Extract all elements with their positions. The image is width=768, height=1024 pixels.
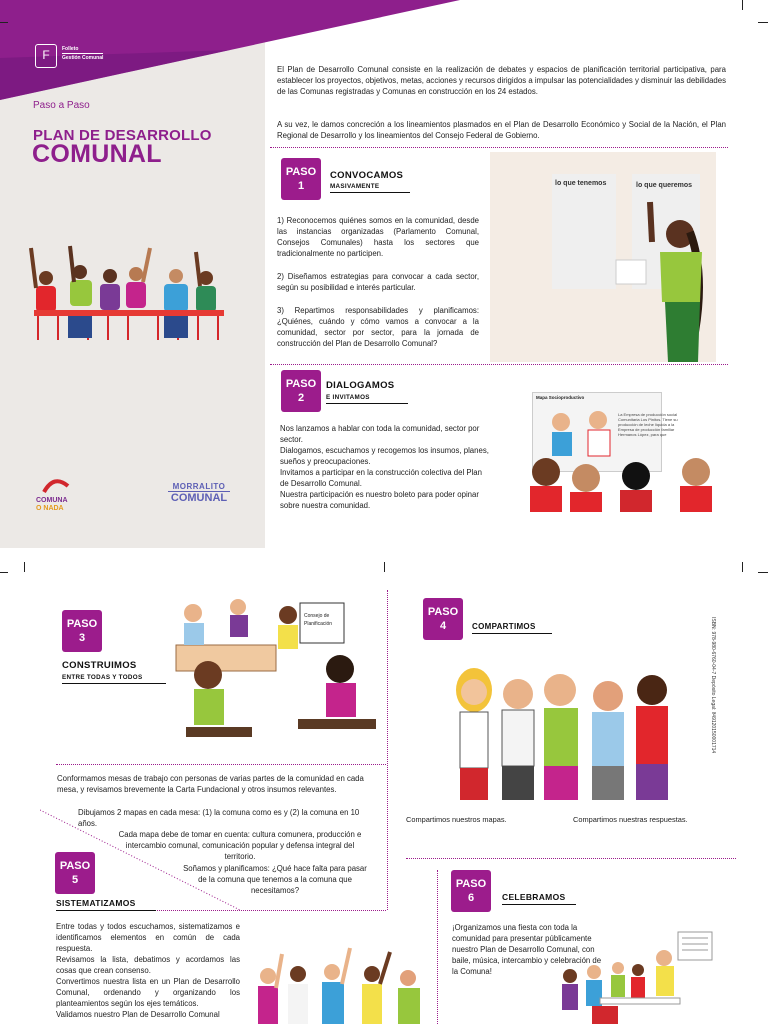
svg-text:Planificación: Planificación bbox=[304, 621, 333, 627]
board-left-label: lo que tenemos bbox=[555, 180, 607, 187]
community-meeting-illustration bbox=[28, 240, 228, 350]
paso-4-caption-right: Compartimos nuestras respuestas. bbox=[573, 815, 688, 824]
title-line2: COMUNAL bbox=[32, 140, 162, 168]
paso-3-subtitle: ENTRE TODAS Y TODOS bbox=[62, 674, 166, 684]
crop-mark bbox=[758, 22, 768, 23]
paso-label: PASO bbox=[59, 860, 91, 872]
comuna-o-nada-logo bbox=[34, 472, 80, 512]
paso-4-caption-left: Compartimos nuestros mapas. bbox=[406, 815, 507, 824]
paso-2-title: DIALOGAMOS bbox=[326, 380, 395, 391]
paso-1-title: CONVOCAMOS bbox=[330, 170, 404, 181]
map-title: Mapa Socioproductivo bbox=[536, 395, 585, 400]
isbn-text: ISBN: 978-980-6760-04-7 Depósito Legal: lf49120150001714 bbox=[710, 617, 716, 754]
paso-5-illustration bbox=[248, 944, 438, 1024]
paso-4-title: COMPARTIMOS bbox=[472, 622, 552, 634]
paso-3-illustration bbox=[168, 595, 383, 765]
paso-3-text-1: Conformamos mesas de trabajo con personas de varias partes de la comunidad en cada mesa, y revisamos brevemente la Carta Fundacional y otros insumos relevantes. bbox=[57, 774, 364, 794]
paso-1-text-1: 1) Reconocemos quiénes somos en la comunidad, desde las instancias organizadas (Parlamento Comunal, Consejos Comunales) hasta los sectores que tradicionalmente no participen. bbox=[277, 216, 479, 258]
paso-number: 1 bbox=[297, 180, 305, 192]
planning-sign: Consejo de bbox=[304, 613, 330, 619]
paso-3-title: CONSTRUIMOS bbox=[62, 660, 137, 671]
crop-mark bbox=[24, 562, 25, 572]
crop-mark bbox=[384, 562, 385, 572]
paso-6-badge bbox=[451, 870, 491, 912]
logo2-line2: COMUNAL bbox=[168, 491, 230, 504]
paso-6-title: CELEBRAMOS bbox=[502, 892, 576, 905]
dialogue-group-figures bbox=[526, 402, 724, 512]
map-note: La Empresa de producción social Comunitaria Los Pinitos. Tiene su producción de leche líquida a la Empresa de producción familiar Hermanos López, para que bbox=[618, 412, 678, 437]
paso-6-illustration bbox=[556, 928, 716, 1024]
brand-gestion: Gestión Comunal bbox=[62, 55, 104, 61]
divider bbox=[270, 147, 728, 148]
logo2-line1: MORRALITO bbox=[172, 482, 226, 491]
crop-mark bbox=[758, 572, 768, 573]
kicker: Paso a Paso bbox=[33, 100, 90, 111]
paso-1-illustration bbox=[490, 152, 716, 362]
title-line1: PLAN DE DESARROLLO bbox=[33, 127, 212, 144]
divider bbox=[270, 364, 728, 365]
paso-2-illustration bbox=[526, 392, 724, 512]
brand-label bbox=[62, 46, 103, 61]
paso-label: PASO bbox=[285, 378, 317, 390]
crop-mark bbox=[0, 22, 8, 23]
paso-number: 5 bbox=[71, 874, 79, 886]
paso-5-title: SISTEMATIZAMOS bbox=[56, 898, 156, 911]
paso-1-badge bbox=[281, 158, 321, 200]
paso-label: PASO bbox=[285, 166, 317, 178]
brand-folleto: Folleto bbox=[62, 46, 79, 52]
paso-6-text: ¡Organizamos una fiesta con toda la comunidad para presentar públicamente nuestro Plan de Desarrollo Comunal, con baile, música, intercambio y celebración de la Comuna! bbox=[452, 923, 602, 976]
paso-2-badge bbox=[281, 370, 321, 412]
divider bbox=[406, 858, 736, 859]
paso-number: 2 bbox=[297, 392, 305, 404]
crop-mark bbox=[742, 0, 743, 10]
paso-number: 6 bbox=[467, 892, 475, 904]
morralito-comunal-logo bbox=[168, 482, 230, 506]
woman-writing-figure bbox=[610, 192, 710, 362]
paso-2-subtitle: E INVITAMOS bbox=[326, 394, 408, 404]
svg-text:COMUNA: COMUNA bbox=[36, 497, 68, 504]
paso-5-badge bbox=[55, 852, 95, 894]
crop-mark bbox=[0, 572, 8, 573]
brand-f-icon: F bbox=[35, 44, 57, 68]
paso-3-text-4: Soñamos y planificamos: ¿Qué hace falta para pasar de la comuna que tenemos a la comuna que necesitamos? bbox=[183, 864, 367, 895]
paso-number: 4 bbox=[439, 620, 447, 632]
comuna-logo-graphic bbox=[34, 472, 80, 512]
paso-1-subtitle: MASIVAMENTE bbox=[330, 183, 410, 193]
paso-3-text-2: Dibujamos 2 mapas en cada mesa: (1) la comuna como es y (2) la comuna en 10 años. bbox=[78, 808, 360, 828]
intro-paragraph-2: A su vez, le damos concreción a los lineamientos plasmados en el Plan de Desarrollo Económico y Social de la Nación, el Plan Regional de Desarrollo y los lineamientos del Consejo Federal de Gobierno. bbox=[277, 120, 726, 140]
paso-2-text: Nos lanzamos a hablar con toda la comunidad, sector por sector. Dialogamos, escuchamos y recogemos los insumos, planes, sueños y preocupaciones. Invitamos a participar en la construcción colectiva del Plan de Desarrollo Comunal. Nuestra participación es nuestro boleto para poder opinar sobre nuestra comunidad. bbox=[280, 424, 489, 510]
board-right-label: lo que queremos bbox=[636, 182, 693, 189]
svg-text:O NADA: O NADA bbox=[36, 505, 64, 512]
paso-1-text-2: 2) Diseñamos estrategias para convocar a cada sector, según su posibilidad e interés particular. bbox=[277, 272, 479, 292]
paso-5-text: Entre todas y todos escuchamos, sistematizamos e identificamos elementos en común de cada respuesta. Revisamos la lista, debatimos y acordamos las cosas que crean consenso. Convertimos nuestra lista en un Plan de Desarrollo Comunal, ordenando y organizando los planteamientos según los ejes temáticos. Validamos nuestro Plan de Desarrollo Comunal bbox=[56, 922, 240, 1019]
paso-label: PASO bbox=[427, 606, 459, 618]
crop-mark bbox=[742, 562, 743, 572]
divider bbox=[387, 590, 388, 910]
paso-3-text-3: Cada mapa debe de tomar en cuenta: cultura comunera, producción e intercambio comunal, comunicación popular y defensa integral del territorio. bbox=[118, 830, 362, 861]
paso-number: 3 bbox=[78, 632, 86, 644]
intro-paragraph-1: El Plan de Desarrollo Comunal consiste en la realización de debates y espacios de planificación territorial participativa, para establecer los proyectos, objetivos, metas, acciones y recursos dirigidos a impulsar las potencialidades y disminuir las debilidades de las Comunas registradas y Comunas en construcción en los 24 estados. bbox=[277, 65, 726, 96]
paso-1-text-3: 3) Repartimos responsabilidades y planificamos: ¿Quiénes, cuándo y cómo vamos a convocar a la comunidad, sector por sector, para la jornada de construcción del Plan de Desarrollo Comunal? bbox=[277, 306, 479, 348]
paso-3-badge bbox=[62, 610, 102, 652]
paso-4-illustration bbox=[436, 652, 696, 802]
paso-4-badge bbox=[423, 598, 463, 640]
paso-label: PASO bbox=[66, 618, 98, 630]
paso-label: PASO bbox=[455, 878, 487, 890]
board-left bbox=[552, 174, 616, 289]
